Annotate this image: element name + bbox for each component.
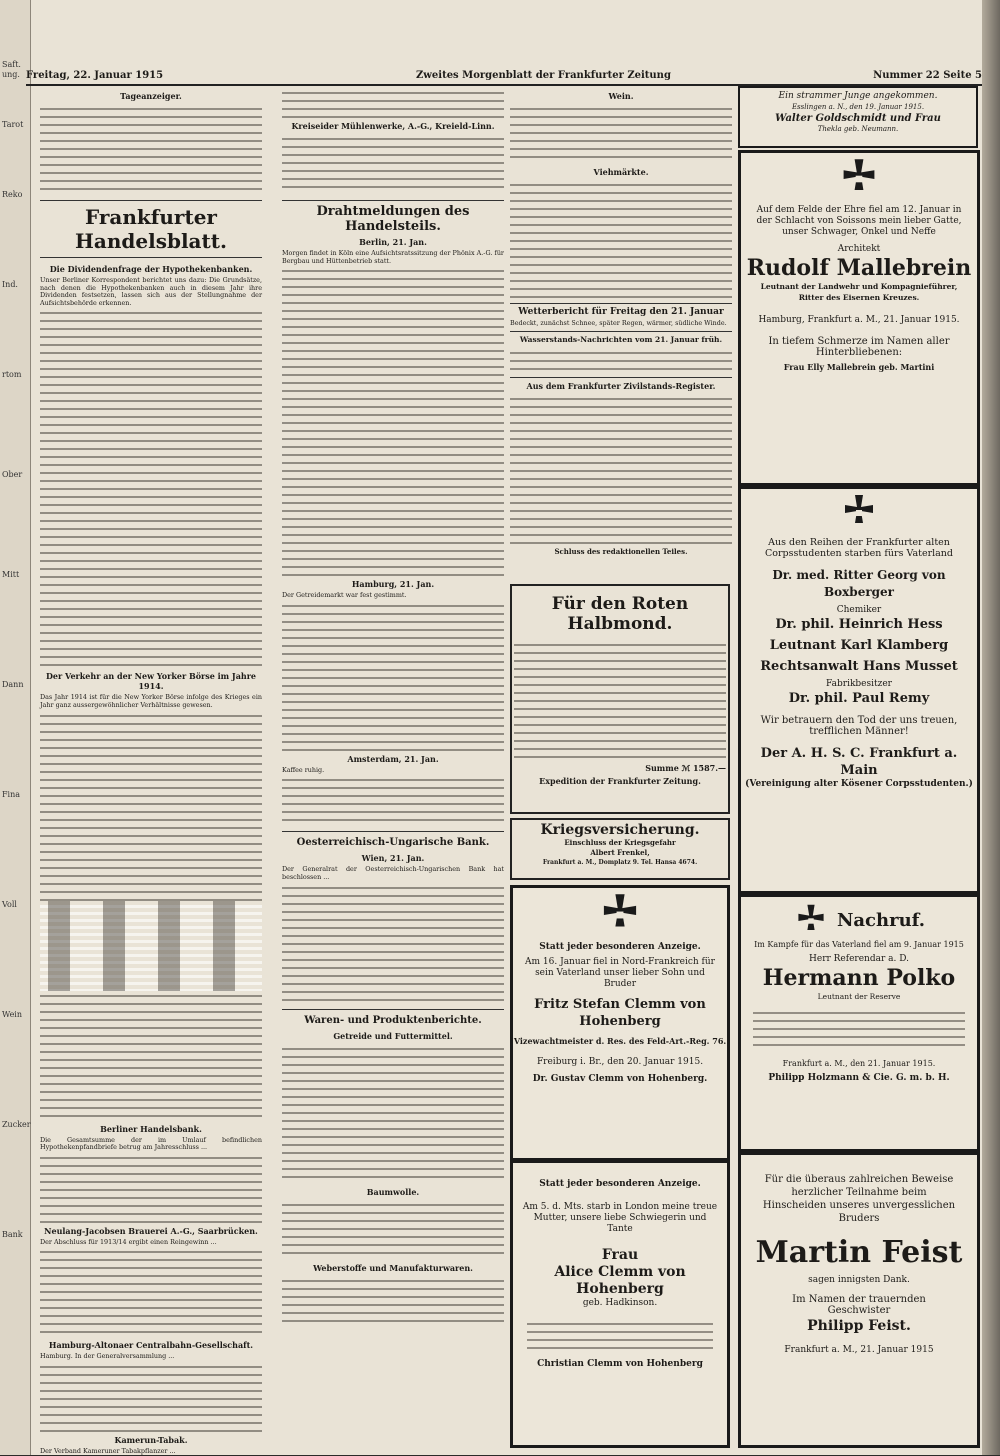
filler-text — [514, 640, 726, 760]
strip-line: Ober — [2, 470, 23, 479]
baumwolle-heading: Baumwolle. — [366, 1186, 420, 1197]
filler-text — [40, 1362, 262, 1432]
section-text: Der Abschluss für 1913/14 ergibt einen Reingewinn ... — [40, 1237, 217, 1246]
kriegsversicherung-box — [510, 818, 730, 880]
corps-name: Leutnant Karl Klamberg — [769, 638, 949, 653]
filler-text — [40, 308, 262, 668]
getreide-heading: Getreide und Futtermittel. — [333, 1030, 453, 1041]
section-text: Das Jahr 1914 ist für die New Yorker Börse infolge des Krieges ein Jahr ganz aussergewöhnlicher Verhältnisse gewesen. — [40, 693, 262, 709]
ad-intro: Aus den Reihen der Frankfurter alten Corpsstudenten starben fürs Vaterland — [764, 537, 954, 559]
ad-name: Rudolf Mallebrein — [746, 255, 972, 281]
masthead-date: Freitag, 22. Januar 1915 — [26, 70, 164, 81]
krieg-title: Kriegsversicherung. — [540, 822, 700, 838]
birth-line2: Esslingen a. N., den 19. Januar 1915. — [791, 103, 925, 111]
section-text: Der Getreidemarkt war fest gestimmt. — [282, 591, 407, 600]
masthead — [26, 70, 982, 86]
section-title: Hamburg, 21. Jan. — [351, 579, 435, 590]
filler-text — [40, 991, 262, 1121]
masthead-page-number: Nummer 22 Seite 5 — [873, 70, 982, 81]
ad-signer: Christian Clemm von Hohenberg — [537, 1359, 703, 1369]
birth-names: Walter Goldschmidt und Frau — [775, 113, 941, 124]
section-title: Die Dividendenfrage der Hypothekenbanken. — [49, 264, 253, 274]
schluss-line: Schluss des redaktionellen Teiles. — [554, 546, 688, 556]
ad-head: Statt jeder besonderen Anzeige. — [539, 1179, 701, 1189]
filler-text — [510, 348, 732, 374]
krieg-title-box — [514, 822, 726, 838]
ad-frau: Frau — [601, 1247, 639, 1263]
krieg-address: Frankfurt a. M., Domplatz 9. Tel. Hansa 4674. — [542, 859, 698, 866]
strip-line: Bank — [2, 1230, 23, 1239]
section-text: Kaffee ruhig. — [282, 765, 325, 774]
ad-birth — [738, 86, 978, 148]
strip-line: Wein — [2, 1010, 23, 1019]
birth-line1: Ein strammer Junge angekommen. — [778, 91, 938, 101]
ad-rank: Vizewachtmeister d. Res. des Feld-Art.-Reg. 76. — [513, 1036, 727, 1046]
divider — [510, 331, 732, 332]
ad-text: Am 5. d. Mts. starb in London meine treue Mutter, unsere liebe Schwiegerin und Tante — [522, 1202, 718, 1234]
halbmond-box — [510, 584, 730, 814]
ad-clemm-fritz — [510, 885, 730, 1161]
ad-im: Im Namen der trauernden Geschwister — [792, 1294, 926, 1316]
ad-intro: Auf dem Felde der Ehre fiel am 12. Januar in der Schlacht von Soissons mein lieber Gatte, unser Schwager, Onkel und Neffe — [756, 205, 962, 237]
ad-signer: Philipp Feist. — [807, 1318, 911, 1334]
wasser-heading: Wasserstands-Nachrichten vom 21. Januar früh. — [519, 334, 723, 344]
waren-heading: Waren- und Produktenberichte. — [282, 1009, 504, 1028]
filler-text — [510, 180, 732, 300]
section-title: Kamerun-Tabak. — [114, 1434, 188, 1445]
section-title: Berlin, 21. Jan. — [359, 237, 427, 247]
tageanzeiger-heading: Tageanzeiger. — [120, 91, 182, 101]
filler-text — [282, 88, 504, 118]
halbmond-title-box — [514, 590, 726, 638]
filler-text — [282, 775, 504, 825]
nachruf-header — [741, 903, 977, 939]
section-title: Wien, 21. Jan. — [361, 853, 425, 864]
ad-rank: Leutnant der Landwehr und Kompagnieführer, Ritter des Eisernen Kreuzes. — [760, 282, 958, 302]
ad-intro: Für die überaus zahlreichen Beweise herzlicher Teilnahme beim Hinscheiden unseres unvergesslichen Bruders — [762, 1174, 956, 1224]
krieg-sub: Einschluss der Kriegsgefahr — [564, 838, 676, 847]
filler-text — [527, 1319, 713, 1349]
ad-name: Alice Clemm von Hohenberg — [554, 1264, 686, 1297]
column-drahtmeldungen — [282, 88, 504, 1448]
section-text: Morgen findet in Köln eine Aufsichtsratssitzung der Phönix A.-G. für Bergbau und Hüttenbetrieb statt. — [282, 249, 504, 265]
section-text: Der Generalrat der Oesterreichisch-Ungarischen Bank hat beschlossen ... — [282, 865, 504, 881]
ad-title: Nachruf. — [836, 910, 926, 931]
ad-rank: Leutnant der Reserve — [817, 992, 901, 1001]
ad-closing: Wir betrauern den Tod der uns treuen, trefflichen Männer! — [760, 715, 958, 737]
section-title: Berliner Handelsbank. — [100, 1123, 202, 1134]
kreiseider-heading: Kreiseider Mühlenwerke, A.-G., Kreield-Linn. — [291, 121, 495, 131]
ad-head: Statt jeder besonderen Anzeige. — [539, 942, 701, 952]
filler-text — [510, 104, 732, 164]
viehmarkte-heading: Viehmärkte. — [593, 167, 649, 177]
wein-heading: Wein. — [608, 91, 634, 101]
section-title: Der Verkehr an der New Yorker Börse im Jahre 1914. — [45, 671, 257, 692]
page-fold-shadow — [982, 0, 1000, 1455]
strip-line: Zucker — [2, 1120, 31, 1129]
filler-text — [282, 1276, 504, 1326]
corps-name: Dr. phil. Paul Remy — [788, 691, 930, 706]
iron-cross-icon — [793, 903, 829, 939]
ad-text: Im Kampfe für das Vaterland fiel am 9. Januar 1915 — [754, 940, 964, 949]
iron-cross-icon — [839, 493, 879, 533]
filler-text — [40, 711, 262, 901]
halbmond-footer: Expedition der Frankfurter Zeitung. — [539, 776, 701, 786]
filler-text — [282, 601, 504, 751]
ad-signer: Frau Elly Mallebrein geb. Martini — [783, 362, 935, 372]
section-text: Hamburg. In der Generalversammlung ... — [40, 1352, 175, 1361]
corps-name: Rechtsanwalt Hans Musset — [760, 659, 958, 674]
drahtmeldungen-heading: Drahtmeldungen des Handelsteils. — [282, 200, 504, 234]
column-handelsblatt — [40, 88, 262, 1455]
filler-text — [40, 1153, 262, 1223]
ad-place: Frankfurt a. M., 21. Januar 1915 — [784, 1345, 934, 1355]
corps-name: Dr. med. Ritter Georg von Boxberger — [772, 568, 946, 599]
section-title: Amsterdam, 21. Jan. — [347, 753, 439, 764]
ad-born: geb. Hadkinson. — [582, 1298, 658, 1308]
ad-name: Hermann Polko — [762, 965, 956, 991]
ad-role: Architekt — [837, 244, 881, 254]
strip-line: Dann — [2, 680, 24, 689]
ad-name: Fritz Stefan Clemm von Hohenberg — [534, 997, 706, 1029]
zivil-heading: Aus dem Frankfurter Zivilstands-Register. — [526, 380, 716, 391]
ad-place: Frankfurt a. M., den 21. Januar 1915. — [782, 1059, 936, 1068]
ad-nachruf-polko — [738, 894, 980, 1152]
krieg-name: Albert Frenkel, — [590, 848, 650, 857]
ad-org: Der A. H. S. C. Frankfurt a. Main — [760, 746, 958, 778]
bank-heading: Oesterreichisch-Ungarische Bank. — [282, 831, 504, 850]
column-markt — [510, 88, 732, 558]
section-text: Die Gesamtsumme der im Umlauf befindlichen Hypothekenpfandbriefe betrug am Jahresschluss ... — [40, 1135, 262, 1152]
filler-text — [40, 1247, 262, 1337]
wetter-heading: Wetterbericht für Freitag den 21. Januar — [518, 307, 724, 317]
corps-name: Fabrikbesitzer — [826, 679, 892, 689]
corps-name: Dr. phil. Heinrich Hess — [775, 617, 943, 632]
ad-mourn: In tiefem Schmerze im Namen aller Hinterbliebenen: — [768, 336, 950, 358]
masthead-title: Zweites Morgenblatt der Frankfurter Zeitung — [416, 70, 671, 81]
iron-cross-icon — [597, 892, 643, 938]
adjacent-page-strip — [0, 0, 31, 1455]
strip-line: Saft. — [2, 60, 21, 69]
halbmond-title: Für den Roten Halbmond. — [551, 594, 689, 634]
strip-line: Fina — [2, 790, 21, 799]
ad-thanks: sagen innigsten Dank. — [808, 1275, 910, 1285]
ad-firm: Philipp Holzmann & Cie. G. m. b. H. — [768, 1073, 950, 1083]
strip-line: ung. — [2, 70, 20, 79]
filler-text — [282, 1044, 504, 1184]
ad-place: Freiburg i. Br., den 20. Januar 1915. — [536, 1057, 704, 1067]
weberei-heading: Weberstoffe und Manufakturwaren. — [313, 1262, 473, 1273]
divider — [510, 377, 732, 378]
halbmond-sum: Summe ℳ 1587.— — [645, 763, 726, 773]
ad-role: Herr Referendar a. D. — [809, 954, 909, 964]
birth-sub: Thekla geb. Neumann. — [817, 125, 899, 133]
iron-cross-icon — [837, 157, 881, 201]
ad-place: Hamburg, Frankfurt a. M., 21. Januar 1915. — [758, 315, 960, 325]
strip-line: Mitt — [2, 570, 20, 579]
filler-text — [282, 1200, 504, 1260]
ad-feist — [738, 1152, 980, 1448]
filler-text — [40, 104, 262, 194]
section-title: Neulang-Jacobsen Brauerei A.-G., Saarbrücken. — [44, 1225, 258, 1236]
strip-line: Ind. — [2, 280, 18, 289]
handelsblatt-heading: Frankfurter Handelsblatt. — [40, 200, 262, 258]
filler-text — [282, 134, 504, 194]
strip-line: Voll — [2, 900, 17, 909]
filler-text — [282, 266, 504, 576]
wetter-text: Bedeckt, zunächst Schnee, später Regen, wärmer, südliche Winde. — [510, 319, 727, 327]
strip-line: Reko — [2, 190, 23, 199]
stats-table — [40, 901, 262, 991]
ad-name: Martin Feist — [755, 1235, 963, 1270]
section-text: Der Verband Kameruner Tabakpflanzer ... — [40, 1446, 176, 1455]
corps-name: Chemiker — [836, 605, 882, 615]
ad-org2: (Vereinigung alter Kösener Corpsstudenten.) — [745, 779, 973, 789]
ad-signer: Dr. Gustav Clemm von Hohenberg. — [532, 1074, 708, 1084]
filler-text — [282, 883, 504, 1003]
strip-line: Tarot — [2, 120, 24, 129]
ad-clemm-alice — [510, 1160, 730, 1448]
filler-text — [510, 394, 732, 544]
ad-corps — [738, 486, 980, 894]
ad-text: Am 16. Januar fiel in Nord-Frankreich für sein Vaterland unser lieber Sohn und Bruder — [525, 957, 715, 989]
section-text: Unser Berliner Korrespondent berichtet uns dazu: Die Grundsätze, nach denen die Hypothekenbanken auch in diesem Jahr ihre Dividenden festsetzen, lassen sich aus der Stellungnahme der Aufsichtsbehörde erkennen. — [40, 276, 262, 307]
section-title: Hamburg-Altonaer Centralbahn-Gesellschaft. — [48, 1340, 254, 1351]
divider — [510, 303, 732, 304]
ad-mallebrein — [738, 150, 980, 486]
strip-line: rtom — [2, 370, 22, 379]
filler-text — [753, 1008, 965, 1052]
